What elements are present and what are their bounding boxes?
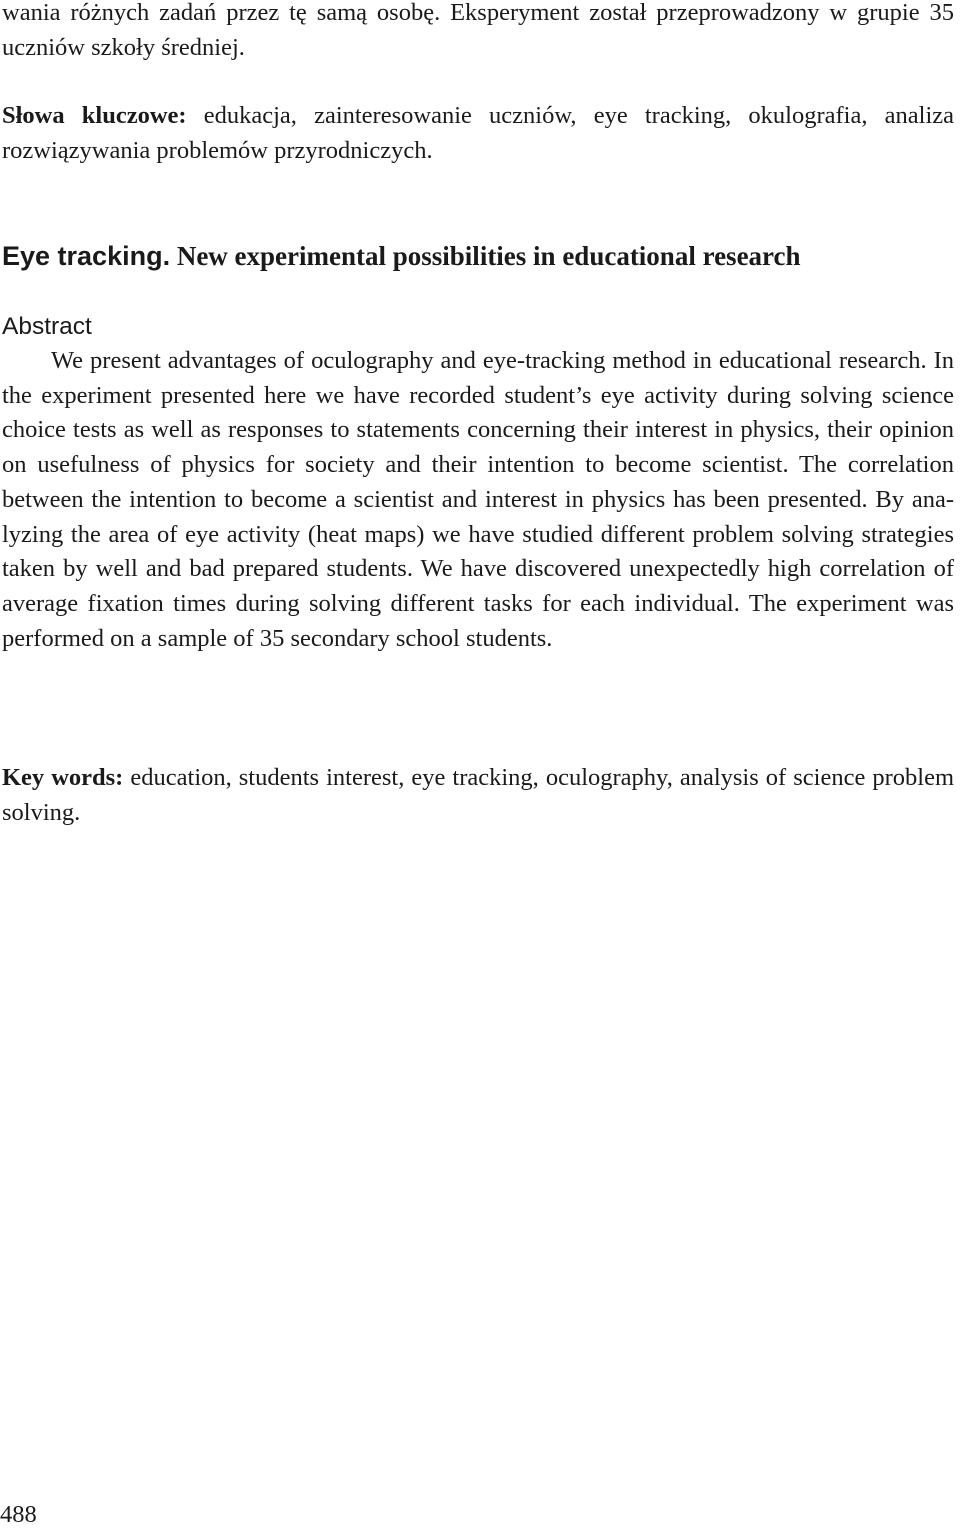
polish-keywords-text: edukacja, zainteresowanie uczniów, eye tracking, okulografia, analiza rozwiązywania problemów przyrodniczych. [2,102,954,164]
english-title [2,239,954,273]
english-keywords-label: Key words: [2,764,124,791]
english-keywords-text: education, students interest, eye tracking, oculography, analysis of science problem solving. [2,764,955,826]
page-number: 488 [0,1501,37,1528]
english-keywords-paragraph [2,761,954,830]
polish-keywords-label: Słowa kluczowe: [2,102,187,129]
title-rest: New experimental possibilities in educational research [170,241,801,271]
abstract-body: We present advantages of oculography and eye-tracking method in educational research. In the experiment presented here we have recorded student’s eye activity during solving science choice tests as well as responses to statements concerning their interest in physics, their opinion on usefulness of physics for society and their intention to become scientist. The correlation between the intention to become a scientist and interest in physics has been presented. By analyzing the area of eye activity (heat maps) we have studied different problem solving strategies taken by well and bad prepared students. We have discovered unexpectedly high correlation of average fixation times during solving different tasks for each individual. The experiment was performed on a sample of 35 secondary school students. [2,347,954,652]
title-lead: Eye tracking. [2,241,171,271]
polish-keywords-paragraph [2,99,954,168]
abstract-heading: Abstract [2,313,92,340]
polish-intro-paragraph: wania różnych zadań przez tę samą osobę. Eksperyment został przeprowadzony w grupie 35 uczniów szkoły średniej. [2,0,954,61]
